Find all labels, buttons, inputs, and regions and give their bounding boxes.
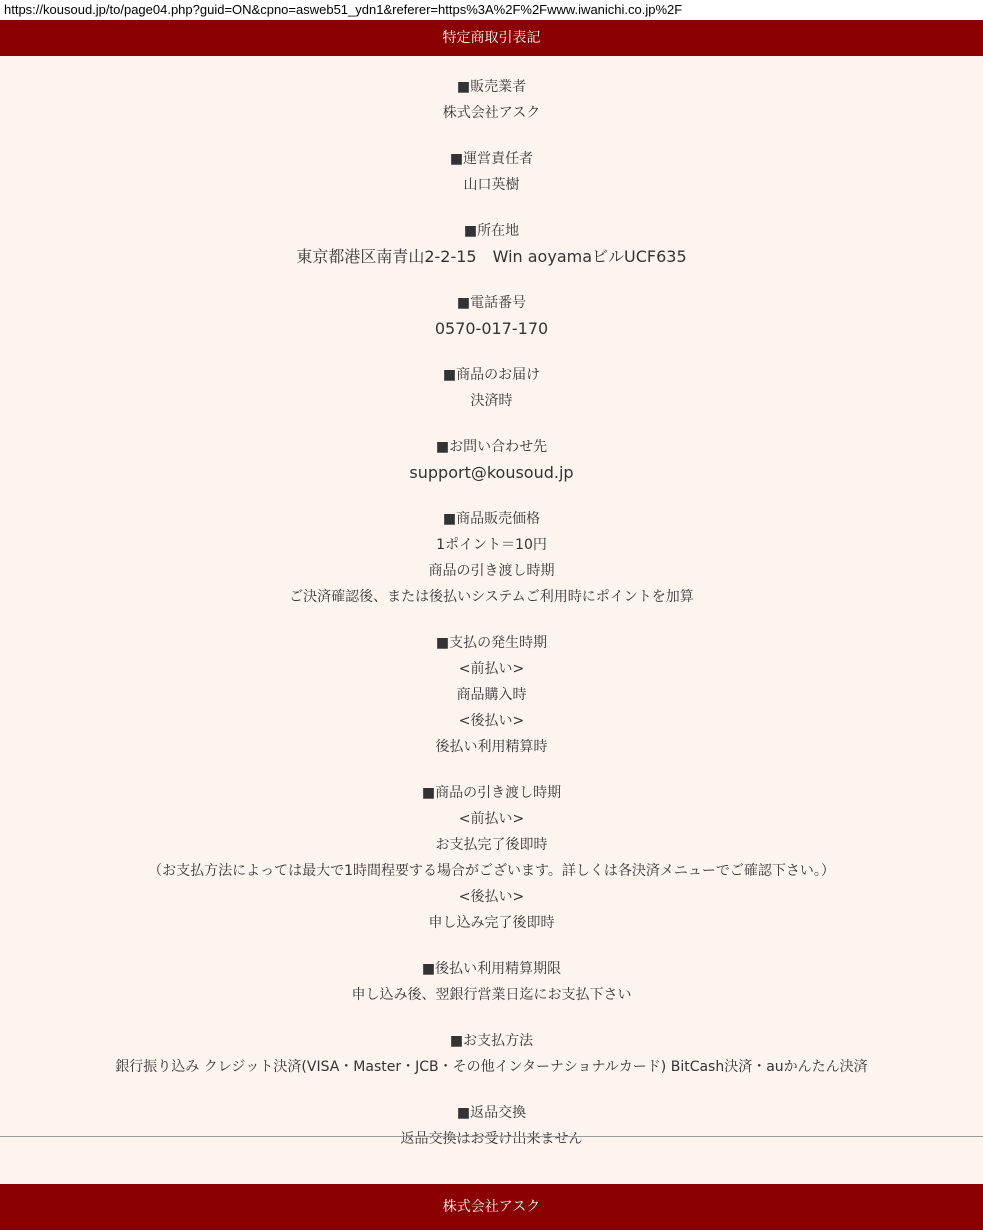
section-value: 山口英樹 — [463, 177, 520, 193]
section-price — [0, 506, 983, 610]
section-value: 申し込み後、翌銀行営業日迄にお支払下さい — [351, 987, 632, 1003]
section-heading: ■運営責任者 — [449, 151, 534, 167]
address-bar-url[interactable]: https://kousoud.jp/to/page04.php?guid=ON&cpno=asweb51_ydn1&referer=https%3A%2F%2Fwww.iwanichi.co.jp%2F — [0, 0, 983, 20]
section-value: ご決済確認後、または後払いシステムご利用時にポイントを加算 — [289, 589, 694, 605]
section-heading: ■お問い合わせ先 — [435, 439, 548, 455]
section-value: 商品購入時 — [456, 687, 527, 703]
section-heading: ■商品販売価格 — [442, 511, 541, 527]
footer-company: 株式会社アスク — [442, 1199, 541, 1215]
section-value: 株式会社アスク — [442, 105, 541, 121]
contact-email: support@kousoud.jp — [409, 463, 574, 482]
section-value: <前払い> — [458, 811, 525, 827]
section-contact — [0, 434, 983, 486]
section-value: お支払完了後即時 — [435, 837, 548, 853]
page-header — [0, 20, 983, 56]
section-handover-timing — [0, 780, 983, 936]
section-payment-timing — [0, 630, 983, 760]
section-phone — [0, 290, 983, 342]
section-seller — [0, 74, 983, 126]
section-heading: ■商品の引き渡し時期 — [421, 785, 562, 801]
section-value: 商品の引き渡し時期 — [428, 563, 555, 579]
section-heading: ■お支払方法 — [449, 1033, 534, 1049]
section-heading: ■返品交換 — [456, 1105, 527, 1121]
section-heading: ■支払の発生時期 — [435, 635, 548, 651]
section-value: 後払い利用精算時 — [435, 739, 548, 755]
section-value: （お支払方法によっては最大で1時間程要する場合がございます。詳しくは各決済メニューでご確認下さい。） — [148, 863, 835, 879]
section-value: <後払い> — [458, 713, 525, 729]
page-footer — [0, 1184, 983, 1230]
section-value: 申し込み完了後即時 — [428, 915, 555, 931]
section-deferred-deadline — [0, 956, 983, 1008]
divider — [0, 1136, 983, 1137]
section-value: <前払い> — [458, 661, 525, 677]
section-address — [0, 218, 983, 270]
phone-number: 0570-017-170 — [434, 319, 549, 338]
section-heading: ■商品のお届け — [442, 367, 541, 383]
section-heading: ■所在地 — [463, 223, 520, 239]
section-value: <後払い> — [458, 889, 525, 905]
page-title: 特定商取引表記 — [442, 30, 541, 46]
section-delivery — [0, 362, 983, 414]
section-heading: ■電話番号 — [456, 295, 527, 311]
section-value: 銀行振り込み クレジット決済(VISA・Master・JCB・その他インターナショナルカード) BitCash決済・auかんたん決済 — [115, 1059, 868, 1075]
section-value: 東京都港区南青山2-2-15 Win aoyamaビルUCF635 — [296, 247, 687, 266]
section-payment-methods — [0, 1028, 983, 1080]
section-value: 決済時 — [470, 393, 513, 409]
section-heading: ■後払い利用精算期限 — [421, 961, 562, 977]
section-value: 1ポイント＝10円 — [436, 537, 547, 553]
section-heading: ■販売業者 — [456, 79, 527, 95]
section-value: 返品交換はお受け出来ません — [400, 1131, 583, 1147]
disclosure-content — [0, 74, 983, 1152]
section-manager — [0, 146, 983, 198]
section-returns — [0, 1100, 983, 1152]
